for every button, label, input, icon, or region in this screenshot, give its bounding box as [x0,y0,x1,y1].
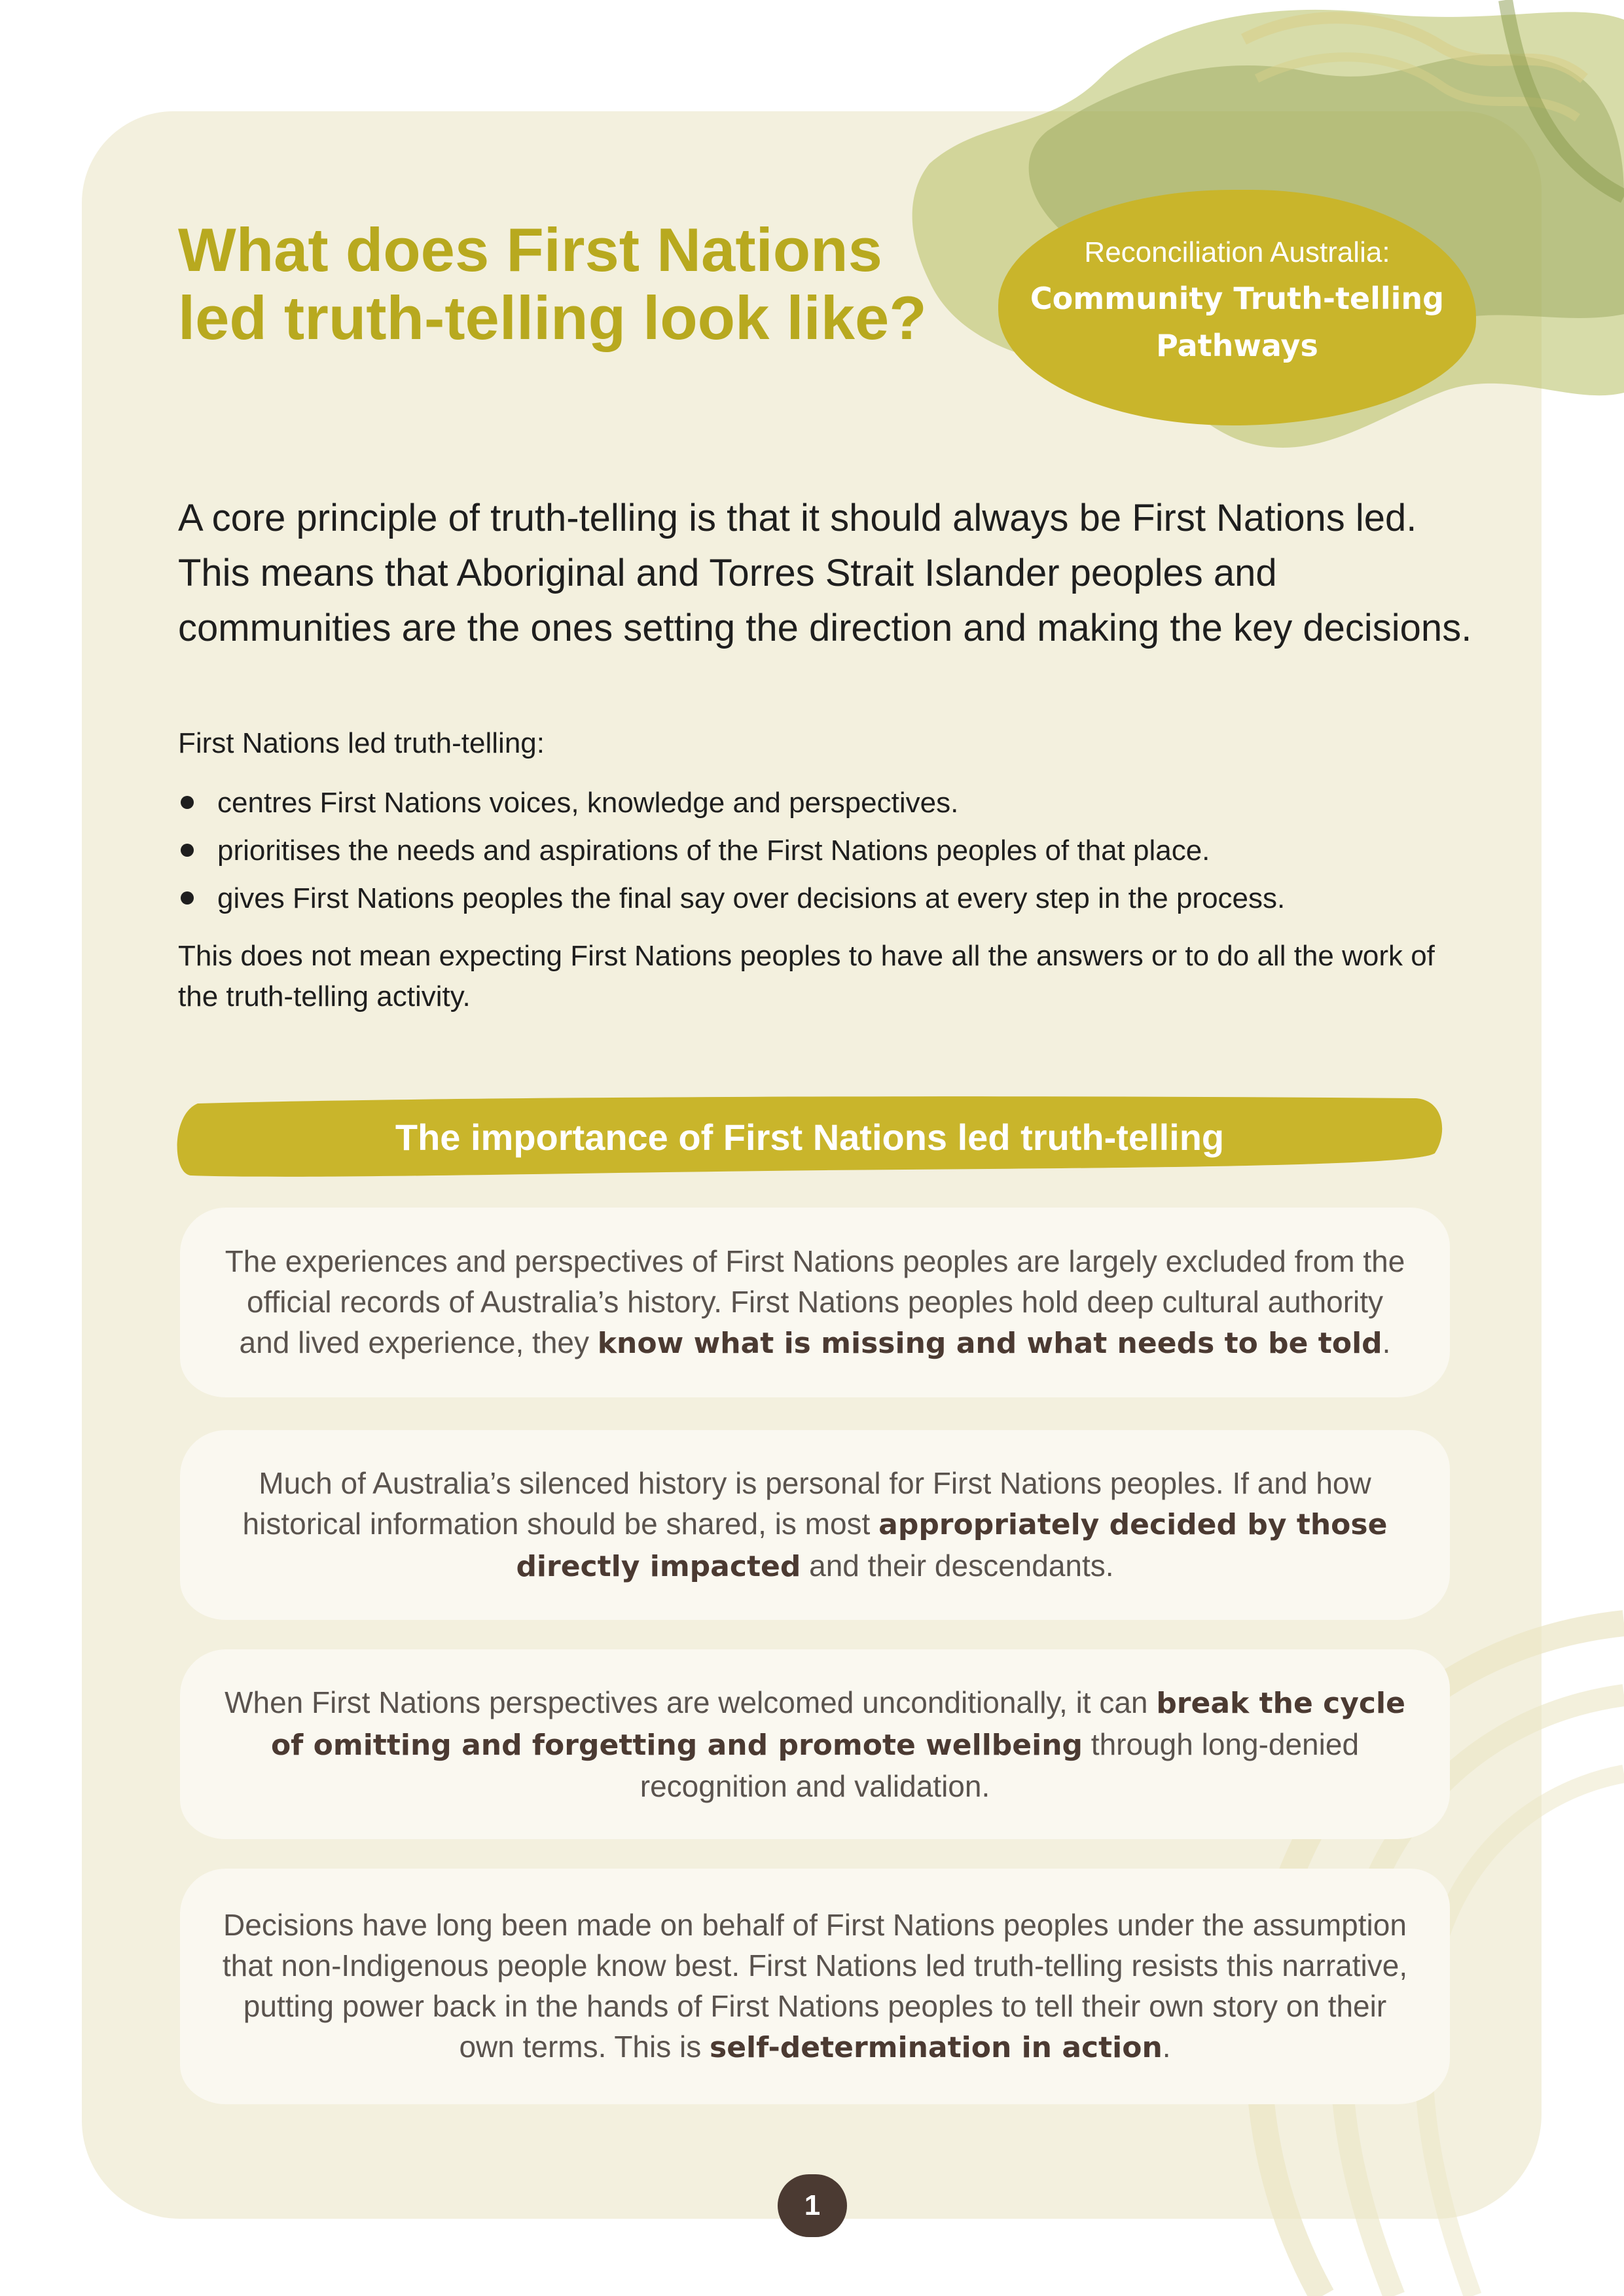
card-text-body: Much of Australia’s silenced history is personal for First Nations peoples. If and how historical information should be shared, is most [242,1466,1371,1541]
card-emphasis: know what is missing and what needs to be told [597,1327,1382,1360]
info-card [180,1208,1450,1397]
list-item [178,779,1487,827]
list-item-text: prioritises the needs and aspirations of the First Nations peoples of that place. [217,834,1210,867]
info-card [180,1869,1450,2104]
section-title: The importance of First Nations led truth-telling [395,1116,1225,1158]
info-card [180,1430,1450,1620]
card-text-body: The experiences and perspectives of First Nations peoples are largely excluded from the official records of Australia’s history. First Nations peoples hold deep cultural authority and lived experience, they [225,1244,1405,1359]
source-badge [998,190,1476,425]
card-text [219,1905,1411,2068]
card-emphasis: appropriately decided by those directly impacted [516,1508,1388,1583]
card-text-end: and their descendants. [801,1549,1114,1583]
card-text-end: . [1162,2030,1171,2064]
list-item-text: centres First Nations voices, knowledge and perspectives. [217,787,959,819]
card-text [219,1241,1411,1364]
bullet-icon [181,891,194,905]
info-card [180,1649,1450,1839]
list-item-text: gives First Nations peoples the final say over decisions at every step in the process. [217,882,1286,914]
card-text-end: through long-denied recognition and validation. [640,1727,1360,1803]
list-item [178,874,1487,922]
title-line-2: led truth-telling look like? [178,283,927,352]
card-text-end: . [1382,1325,1391,1359]
card-text [219,1463,1411,1587]
bullet-icon [181,796,194,809]
list-item [178,827,1487,874]
principles-list [178,779,1487,922]
title-line-1: What does First Nations [178,215,882,284]
badge-title: Community Truth-telling Pathways [1030,281,1445,363]
card-text-body: Decisions have long been made on behalf of First Nations peoples under the assumption that non-Indigenous people know best. First Nations led truth-telling resists this narrative, putting power back in the hands of First Nations peoples to tell their own story on their own terms. This is [222,1908,1408,2064]
card-text-body: When First Nations perspectives are welcomed unconditionally, it can [225,1685,1157,1719]
intro-text: First Nations led truth-telling: [178,727,545,759]
page-number: 1 [778,2174,847,2237]
lead-paragraph: A core principle of truth-telling is that it should always be First Nations led. This means that Aboriginal and Torres Strait Islander peoples and communities are the ones setting the direction and making the key decisions. [178,497,1472,649]
card-emphasis: break the cycle of omitting and forgetting and promote wellbeing [270,1687,1405,1762]
card-emphasis: self-determination in action [710,2031,1163,2064]
page-title [178,216,950,352]
badge-subtitle: Reconciliation Australia: [1084,236,1390,268]
note-paragraph: This does not mean expecting First Nations peoples to have all the answers or to do all the work of the truth-telling activity. [178,940,1435,1013]
bullet-icon [181,844,194,857]
card-text [219,1682,1411,1806]
